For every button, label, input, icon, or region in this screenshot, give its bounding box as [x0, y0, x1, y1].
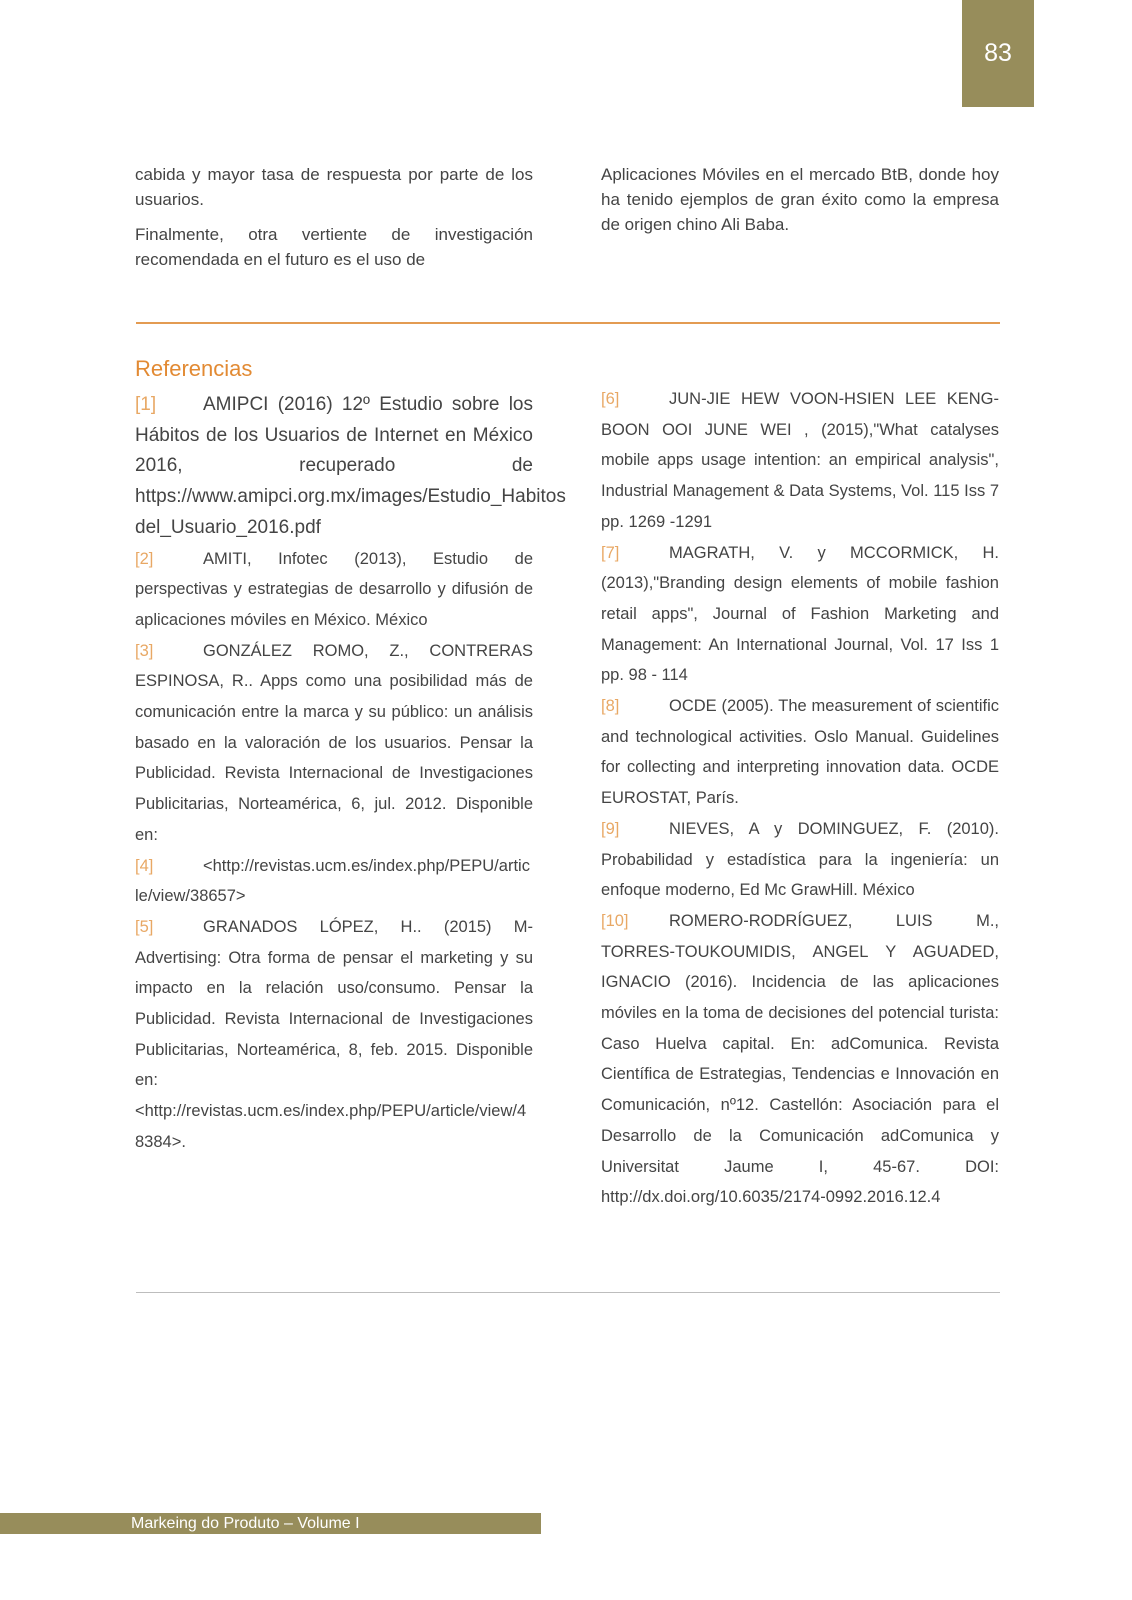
reference-number: [6] — [601, 390, 620, 408]
reference-text: JUN-JIE HEW VOON-HSIEN LEE KENG-BOON OOI JUNE WEI , (2015),"What catalyses mobile apps usage intention: an empirical analysis", Industrial Management & Data Systems, Vol. 115 Iss 7 pp. 1269 -1291 — [601, 390, 999, 531]
footer-title: Markeing do Produto – Volume I — [131, 1515, 360, 1532]
reference-text: GRANADOS LÓPEZ, H.. (2015) M-Advertising: Otra forma de pensar el marketing y su impacto en la relación uso/consumo. Pensar la Publicidad. Revista Internacional de Investigaciones Publicitarias, Norteamérica, 8, feb. 2015. Disponible en: <http://revistas.ucm.es/index.php/PEPU/article/view/48384>. — [135, 917, 533, 1151]
page-number: 83 — [984, 39, 1012, 67]
reference-text: MAGRATH, V. y MCCORMICK, H. (2013),"Branding design elements of mobile fashion retail apps", Journal of Fashion Marketing and Management: An International Journal, Vol. 17 Iss 1 pp. 98 - 114 — [601, 543, 999, 685]
reference-text: AMIPCI (2016) 12º Estudio sobre los Hábitos de los Usuarios de Internet en México 2016, recuperado de https://www.amipci.org.mx/images/Estudio_Habitos del_Usuario_2016.pdf — [135, 394, 566, 538]
reference-item — [601, 691, 999, 814]
footer-divider — [136, 1292, 1000, 1293]
section-divider — [136, 322, 1000, 324]
reference-item — [135, 544, 533, 636]
intro-paragraph: Aplicaciones Móviles en el mercado BtB, donde hoy ha tenido ejemplos de gran éxito como la empresa de origen chino Ali Baba. — [601, 165, 999, 234]
intro-left-column — [135, 162, 533, 282]
intro-right-column — [601, 162, 999, 247]
references-right-column — [601, 384, 999, 1213]
reference-item — [135, 912, 533, 1158]
reference-number: [5] — [135, 917, 154, 936]
page-number-box — [962, 0, 1034, 107]
reference-item — [135, 636, 533, 851]
reference-number: [1] — [135, 394, 157, 415]
reference-number: [10] — [601, 911, 629, 930]
intro-paragraph: cabida y mayor tasa de respuesta por parte de los usuarios. — [135, 165, 533, 209]
reference-item — [601, 384, 999, 538]
reference-item — [601, 906, 999, 1213]
reference-item — [601, 538, 999, 692]
references-heading: Referencias — [135, 356, 253, 381]
reference-number: [9] — [601, 819, 620, 838]
references-left-column — [135, 390, 566, 1158]
reference-number: [7] — [601, 543, 620, 562]
reference-text: <http://revistas.ucm.es/index.php/PEPU/article/view/38657> — [135, 856, 530, 906]
reference-number: [8] — [601, 697, 620, 716]
footer-bar — [0, 1513, 541, 1534]
reference-number: [2] — [135, 549, 154, 568]
reference-item — [601, 814, 999, 906]
reference-text: GONZÁLEZ ROMO, Z., CONTRERAS ESPINOSA, R.. Apps como una posibilidad más de comunicación entre la marca y su público: un análisis basado en la valoración de los usuarios. Pensar la Publicidad. Revista Internacional de Investigaciones Publicitarias, Norteamérica, 6, jul. 2012. Disponible en: — [135, 641, 533, 844]
reference-item — [135, 851, 533, 912]
reference-number: [4] — [135, 856, 154, 875]
reference-text: AMITI, Infotec (2013), Estudio de perspectivas y estrategias de desarrollo y difusión de aplicaciones móviles en México. México — [135, 549, 533, 629]
reference-text: NIEVES, A y DOMINGUEZ, F. (2010). Probabilidad y estadística para la ingeniería: un enfoque moderno, Ed Mc GrawHill. México — [601, 819, 999, 900]
reference-text: ROMERO-RODRÍGUEZ, LUIS M., TORRES-TOUKOUMIDIS, ANGEL Y AGUADED, IGNACIO (2016). Incidencia de las aplicaciones móviles en la toma de decisiones del potencial turista: Caso Huelva capital. En: adComunica. Revista Científica de Estrategias, Tendencias e Innovación en Comunicación, nº12. Castellón: Asociación para el Desarrollo de la Comunicación adComunica y Universitat Jaume I, 45-67. DOI: http://dx.doi.org/10.6035/2174-0992.2016.12.4 — [601, 911, 999, 1207]
intro-paragraph: Finalmente, otra vertiente de investigación recomendada en el futuro es el uso de — [135, 225, 533, 269]
reference-item — [135, 390, 566, 544]
reference-text: OCDE (2005). The measurement of scientific and technological activities. Oslo Manual. Guidelines for collecting and interpreting innovation data. OCDE EUROSTAT, París. — [601, 697, 999, 808]
reference-number: [3] — [135, 641, 154, 660]
